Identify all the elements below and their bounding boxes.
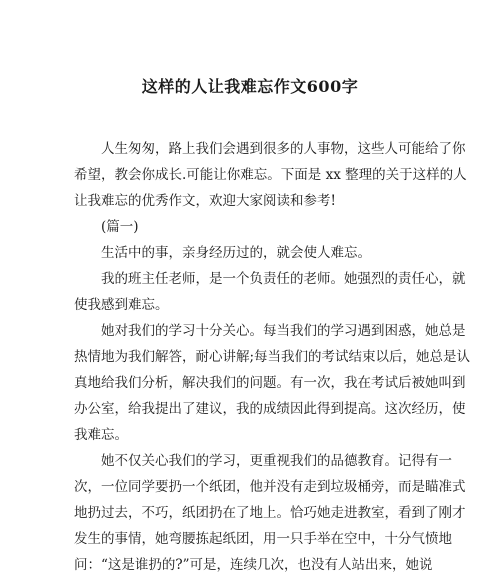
text-line: (篇一) (101, 219, 139, 235)
text-line: 办公室，给我提出了建议，我的成绩因此得到提高。这次经历，使 (74, 401, 466, 417)
text-line: 我难忘。 (74, 427, 128, 443)
text-line: 问：“这是谁扔的?”可是，连续几次，也没有人站出来，她说 (74, 557, 433, 573)
text-line: 生活中的事，亲身经历过的，就会使人难忘。 (101, 245, 371, 261)
text-line: 地扔过去，不巧，纸团扔在了地上。恰巧她走进教室，看到了刚才 (74, 505, 466, 521)
text-line: 她对我们的学习十分关心。每当我们的学习遇到困惑，她总是 (101, 323, 466, 339)
text-line: 真地给我们分析，解决我们的问题。有一次，我在考试后被她叫到 (74, 375, 466, 391)
text-line: 发生的事情，她弯腰拣起纸团，用一只手举在空中，十分气愤地 (74, 531, 452, 547)
text-line: 她不仅关心我们的学习，更重视我们的品德教育。记得有一 (101, 453, 452, 469)
document-title: 这样的人让我难忘作文600字 (141, 77, 359, 96)
text-line: 人生匆匆，路上我们会遇到很多的人事物，这些人可能给了你 (101, 141, 466, 157)
text-line: 我的班主任老师，是一个负责任的老师。她强烈的责任心，就 (101, 271, 466, 287)
text-line: 次，一位同学要扔一个纸团，他并没有走到垃圾桶旁，而是瞄准式 (74, 479, 466, 495)
text-line: 使我感到难忘。 (74, 297, 169, 313)
text-line: 希望，教会你成长.可能让你难忘。下面是 xx 整理的关于这样的人 (74, 167, 467, 183)
text-line: 让我难忘的优秀作文，欢迎大家阅读和参考! (74, 193, 336, 209)
text-line: 热情地为我们解答，耐心讲解;每当我们的考试结束以后，她总是认 (74, 349, 471, 365)
document-body (74, 136, 471, 578)
